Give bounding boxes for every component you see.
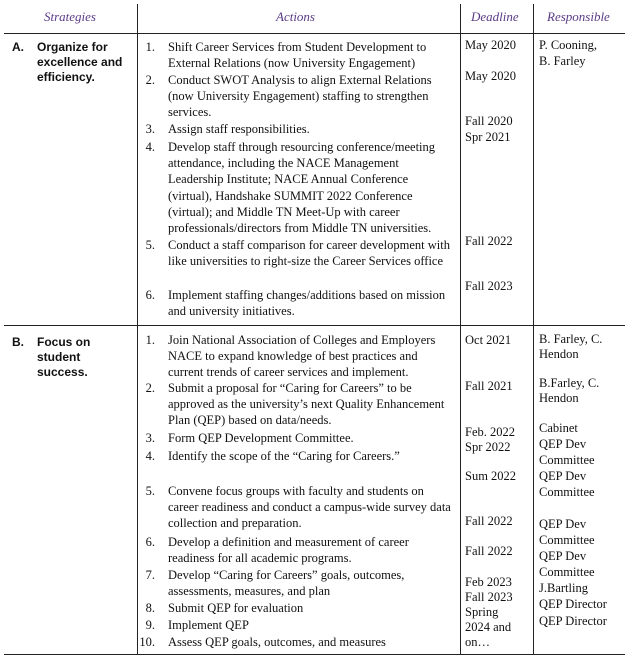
column-divider-actions [460, 4, 461, 654]
responsible-value: QEP Director [539, 597, 607, 611]
action-text: Identify the scope of the “Caring for Careers.” [168, 449, 400, 463]
deadline-value: on… [465, 635, 490, 649]
strategy-title: Organize for excellence and efficiency. [37, 40, 123, 84]
deadline-value: Fall 2022 [465, 544, 513, 558]
responsible-value: Committee [539, 485, 595, 499]
action-text: Join National Association of Colleges and Employers NACE to expand knowledge of best practices and current trends of career services and implement. [168, 333, 436, 380]
action-number: 2. [145, 381, 155, 395]
responsible-value: J.Bartling [539, 581, 588, 595]
deadline-value: Fall 2022 [465, 514, 513, 528]
action-text: Develop staff through resourcing conference/meeting attendance, including the NACE Management Leadership Institute; NACE Annual Conference (virtual), Handshake SUMMIT 2022 Conference (virtual); and Middle TN Meet-Up with career professionals/directors from Middle TN universities. [168, 140, 436, 236]
header-actions: Actions [276, 9, 315, 24]
deadline-value: Spr 2021 [465, 130, 511, 144]
action-text: Submit QEP for evaluation [168, 601, 304, 615]
responsible-value: QEP Dev [539, 549, 587, 563]
action-text: Implement QEP [168, 618, 249, 632]
action-number: 8. [145, 601, 155, 615]
responsible-value: Committee [539, 453, 595, 467]
column-divider-strategies [137, 4, 138, 654]
deadline-value: May 2020 [465, 69, 517, 83]
responsible-value: QEP Dev [539, 469, 587, 483]
header-deadline: Deadline [471, 9, 519, 24]
action-number: 4. [145, 449, 155, 463]
responsible-value: Hendon [539, 347, 579, 361]
responsible-value: Hendon [539, 391, 579, 405]
action-number: 6. [145, 288, 155, 302]
action-text: Submit a proposal for “Caring for Careers” to be approved as the university’s next Quality Enhancement Plan (QEP) based on data/needs. [168, 381, 445, 428]
deadline-value: Fall 2020 [465, 114, 513, 128]
strategy-title: Focus on student success. [37, 335, 91, 379]
action-text: Assign staff responsibilities. [168, 122, 310, 136]
action-text: Assess QEP goals, outcomes, and measures [168, 635, 386, 649]
action-text: Form QEP Development Committee. [168, 431, 354, 445]
responsible-value: Committee [539, 565, 595, 579]
action-number: 7. [145, 568, 155, 582]
action-number: 3. [145, 122, 155, 136]
responsible-value: QEP Director [539, 614, 607, 628]
deadline-value: Fall 2021 [465, 379, 513, 393]
header-strategies: Strategies [44, 9, 96, 24]
deadline-value: Fall 2023 [465, 590, 513, 604]
deadline-value: Fall 2023 [465, 279, 513, 293]
row-divider [4, 325, 625, 326]
deadline-value: Sum 2022 [465, 469, 517, 483]
action-number: 4. [145, 140, 155, 154]
deadline-value: 2024 and [465, 620, 512, 634]
action-number: 1. [145, 333, 155, 347]
action-number: 1. [145, 40, 155, 54]
deadline-value: Spring [465, 605, 499, 619]
action-text: Convene focus groups with faculty and students on career readiness and conduct a campus-wide survey data collection and preparation. [168, 484, 451, 531]
responsible-value: Cabinet [539, 421, 578, 435]
action-text: Develop a definition and measurement of career readiness for all academic programs. [168, 535, 409, 566]
action-number: 5. [145, 238, 155, 252]
action-text: Conduct a staff comparison for career development with like universities to right-size the Career Services office [168, 238, 450, 269]
action-text: Implement staffing changes/additions based on mission and university initiatives. [168, 288, 446, 319]
table-bottom-border [4, 654, 625, 655]
action-number: 10. [139, 635, 155, 649]
strategy-letter: A. [12, 40, 24, 54]
deadline-value: Spr 2022 [465, 440, 511, 454]
responsible-value: QEP Dev [539, 437, 587, 451]
action-text: Conduct SWOT Analysis to align External Relations (now University Engagement) staffing to strengthen services. [168, 73, 432, 120]
deadline-value: Oct 2021 [465, 333, 512, 347]
responsible-value: B. Farley [539, 54, 586, 68]
action-number: 5. [145, 484, 155, 498]
action-text: Shift Career Services from Student Development to External Relations (now University Engagement) [168, 40, 427, 71]
responsible-value: B. Farley, C. [539, 332, 603, 346]
action-text: Develop “Caring for Careers” goals, outcomes, assessments, measures, and plan [168, 568, 405, 599]
header-divider [4, 33, 625, 34]
action-number: 3. [145, 431, 155, 445]
deadline-value: Fall 2022 [465, 234, 513, 248]
strategy-letter: B. [12, 335, 24, 349]
responsible-value: Committee [539, 533, 595, 547]
action-number: 9. [145, 618, 155, 632]
action-number: 2. [145, 73, 155, 87]
deadline-value: May 2020 [465, 38, 517, 52]
action-number: 6. [145, 535, 155, 549]
responsible-value: QEP Dev [539, 517, 587, 531]
column-divider-deadline [533, 4, 534, 654]
deadline-value: Feb. 2022 [465, 425, 515, 439]
header-responsible: Responsible [547, 9, 610, 24]
responsible-value: B.Farley, C. [539, 376, 600, 390]
deadline-value: Feb 2023 [465, 575, 512, 589]
responsible-value: P. Cooning, [539, 38, 598, 52]
